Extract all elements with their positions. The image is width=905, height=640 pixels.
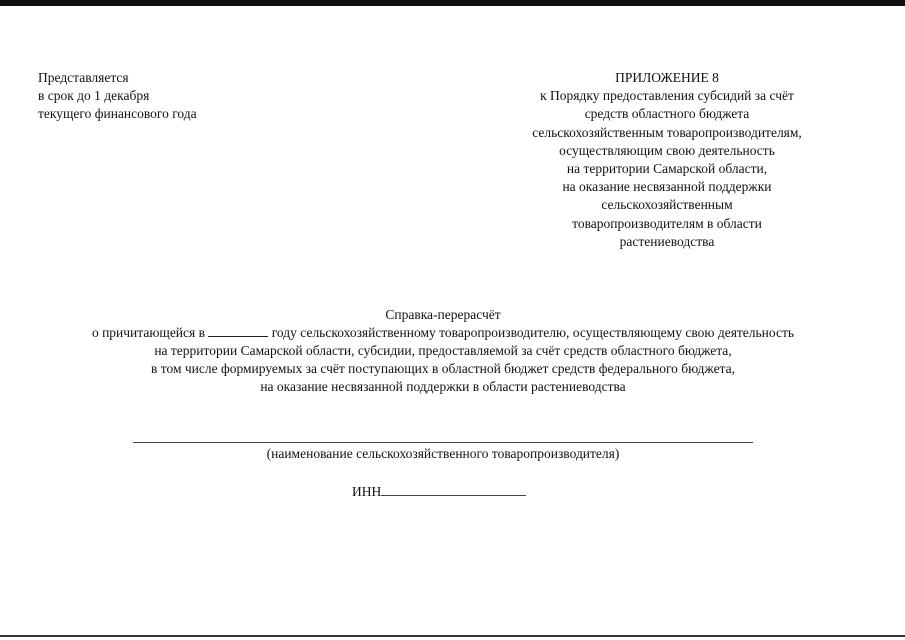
inn-row bbox=[352, 482, 526, 500]
heading-line: в том числе формируемых за счёт поступающих в областной бюджет средств федерального бюджета, bbox=[150, 361, 735, 376]
document-heading bbox=[0, 306, 886, 396]
year-blank-field[interactable] bbox=[208, 324, 268, 337]
appendix-line: растениеводства bbox=[619, 233, 715, 249]
document-title: Справка-перерасчёт bbox=[385, 307, 501, 322]
appendix-line: осуществляющим свою деятельность bbox=[559, 142, 775, 158]
appendix-line: сельскохозяйственным bbox=[601, 197, 733, 213]
heading-line: о причитающейся в году сельскохозяйственному товаропроизводителю, осуществляющему свою деятельность bbox=[91, 325, 795, 340]
appendix-line: сельскохозяйственным товаропроизводителям, bbox=[532, 124, 802, 140]
producer-name-caption: (наименование сельскохозяйственного товаропроизводителя) bbox=[266, 446, 620, 461]
scan-bottom-border bbox=[0, 635, 905, 637]
inn-field[interactable] bbox=[381, 482, 526, 496]
appendix-line: к Порядку предоставления субсидий за счёт bbox=[540, 88, 794, 104]
inn-label: ИНН bbox=[352, 484, 382, 499]
producer-name-field[interactable] bbox=[133, 442, 753, 443]
appendix-line: товаропроизводителям в области bbox=[572, 215, 762, 231]
heading-line: на оказание несвязанной поддержки в области растениеводства bbox=[260, 379, 626, 394]
appendix-line: на территории Самарской области, bbox=[566, 161, 768, 177]
appendix-title: ПРИЛОЖЕНИЕ 8 bbox=[615, 70, 719, 85]
note-line: текущего финансового года bbox=[38, 106, 197, 121]
appendix-line: средств областного бюджета bbox=[584, 106, 750, 122]
appendix-line: на оказание несвязанной поддержки bbox=[562, 179, 772, 195]
scan-top-border bbox=[0, 0, 905, 6]
heading-line: на территории Самарской области, субсидии, предоставляемой за счёт средств областного бюджета, bbox=[154, 343, 732, 358]
note-line: Представляется bbox=[38, 70, 129, 85]
note-line: в срок до 1 декабря bbox=[38, 88, 150, 103]
submission-note bbox=[38, 69, 197, 123]
appendix-header bbox=[467, 69, 867, 251]
